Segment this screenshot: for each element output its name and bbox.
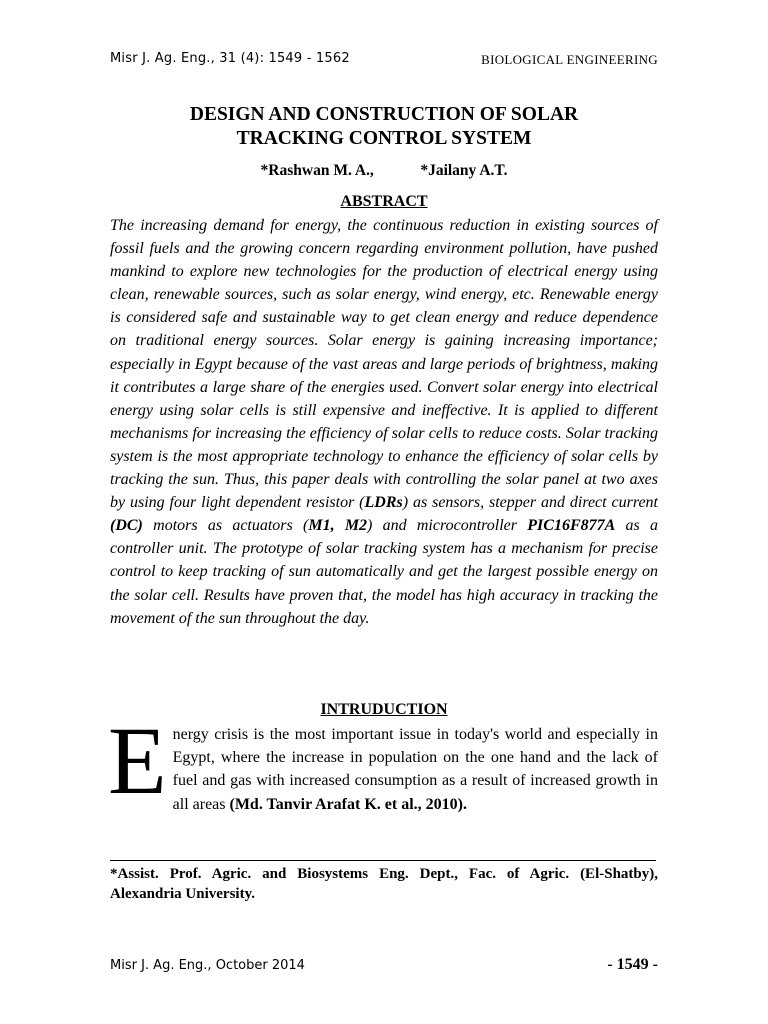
introduction-citation: (Md. Tanvir Arafat K. et al., 2010) bbox=[229, 795, 463, 813]
abstract-text-2: ) as sensors, stepper and direct current bbox=[402, 494, 658, 512]
footer-journal-date: Misr J. Ag. Eng., October 2014 bbox=[110, 958, 305, 973]
abstract-bold-microcontroller: PIC16F877A bbox=[527, 517, 616, 535]
introduction-text: nergy crisis is the most important issue in today's world and especially in Egypt, where the increase in population on the one hand and the lack of fuel and gas with increased consumption as a result of increased growth in all areas bbox=[172, 726, 658, 813]
footer-page-number: - 1549 - bbox=[607, 956, 658, 973]
header-journal-reference: Misr J. Ag. Eng., 31 (4): 1549 - 1562 bbox=[110, 51, 350, 66]
author-1: *Rashwan M. A., bbox=[260, 162, 374, 179]
introduction-end: . bbox=[462, 795, 467, 813]
paper-title-line2: TRACKING CONTROL SYSTEM bbox=[236, 128, 532, 149]
abstract-text-1: The increasing demand for energy, the continuous reduction in existing sources of fossil fuels and the growing concern regarding environment pollution, have pushed mankind to explore new technologies for the production of electrical energy using clean, renewable sources, such as solar energy, wind energy, etc. Renewable energy is considered safe and sustainable way to get clean energy and reduce dependence on traditional energy sources. Solar energy is gaining increasing importance; especially in Egypt because of the vast areas and large periods of brightness, making it contributes a large share of the energies used. Convert solar energy into electrical energy using solar cells is still expensive and ineffective. It is applied to different mechanisms for increasing the efficiency of solar cells to reduce costs. Solar tracking system is the most appropriate technology to enhance the efficiency of solar cells by tracking the sun. Thus, this paper deals with controlling the solar panel at two axes by using four light dependent resistor ( bbox=[110, 217, 658, 512]
abstract-bold-ldrs: LDRs bbox=[364, 494, 403, 512]
header-section-label: BIOLOGICAL ENGINEERING bbox=[481, 52, 658, 67]
paper-title bbox=[110, 103, 658, 151]
author-affiliation-footnote: *Assist. Prof. Agric. and Biosystems Eng. Dept., Fac. of Agric. (El-Shatby), Alexandria University. bbox=[110, 866, 658, 902]
author-2: *Jailany A.T. bbox=[420, 162, 508, 179]
abstract-bold-dc: (DC) bbox=[110, 517, 143, 535]
introduction-dropcap: E bbox=[108, 707, 167, 814]
footnote-divider bbox=[110, 860, 656, 861]
author-list bbox=[110, 162, 658, 180]
abstract-bold-motors: M1, M2 bbox=[308, 517, 368, 535]
abstract-text-5: as a controller unit. The prototype of solar tracking system has a mechanism for precise control to keep tracking of sun automatically and get the largest possible energy on the solar cell. Results have proven that, the model has high accuracy in tracking the movement of the sun throughout the day. bbox=[110, 517, 659, 627]
abstract-text-3: motors as actuators ( bbox=[142, 517, 309, 535]
abstract-heading: ABSTRACT bbox=[340, 193, 428, 210]
introduction-heading: INTRUDUCTION bbox=[320, 701, 448, 718]
abstract-text-4: ) and microcontroller bbox=[367, 517, 528, 535]
abstract-body bbox=[110, 214, 658, 630]
paper-title-line1: DESIGN AND CONSTRUCTION OF SOLAR bbox=[189, 104, 579, 125]
